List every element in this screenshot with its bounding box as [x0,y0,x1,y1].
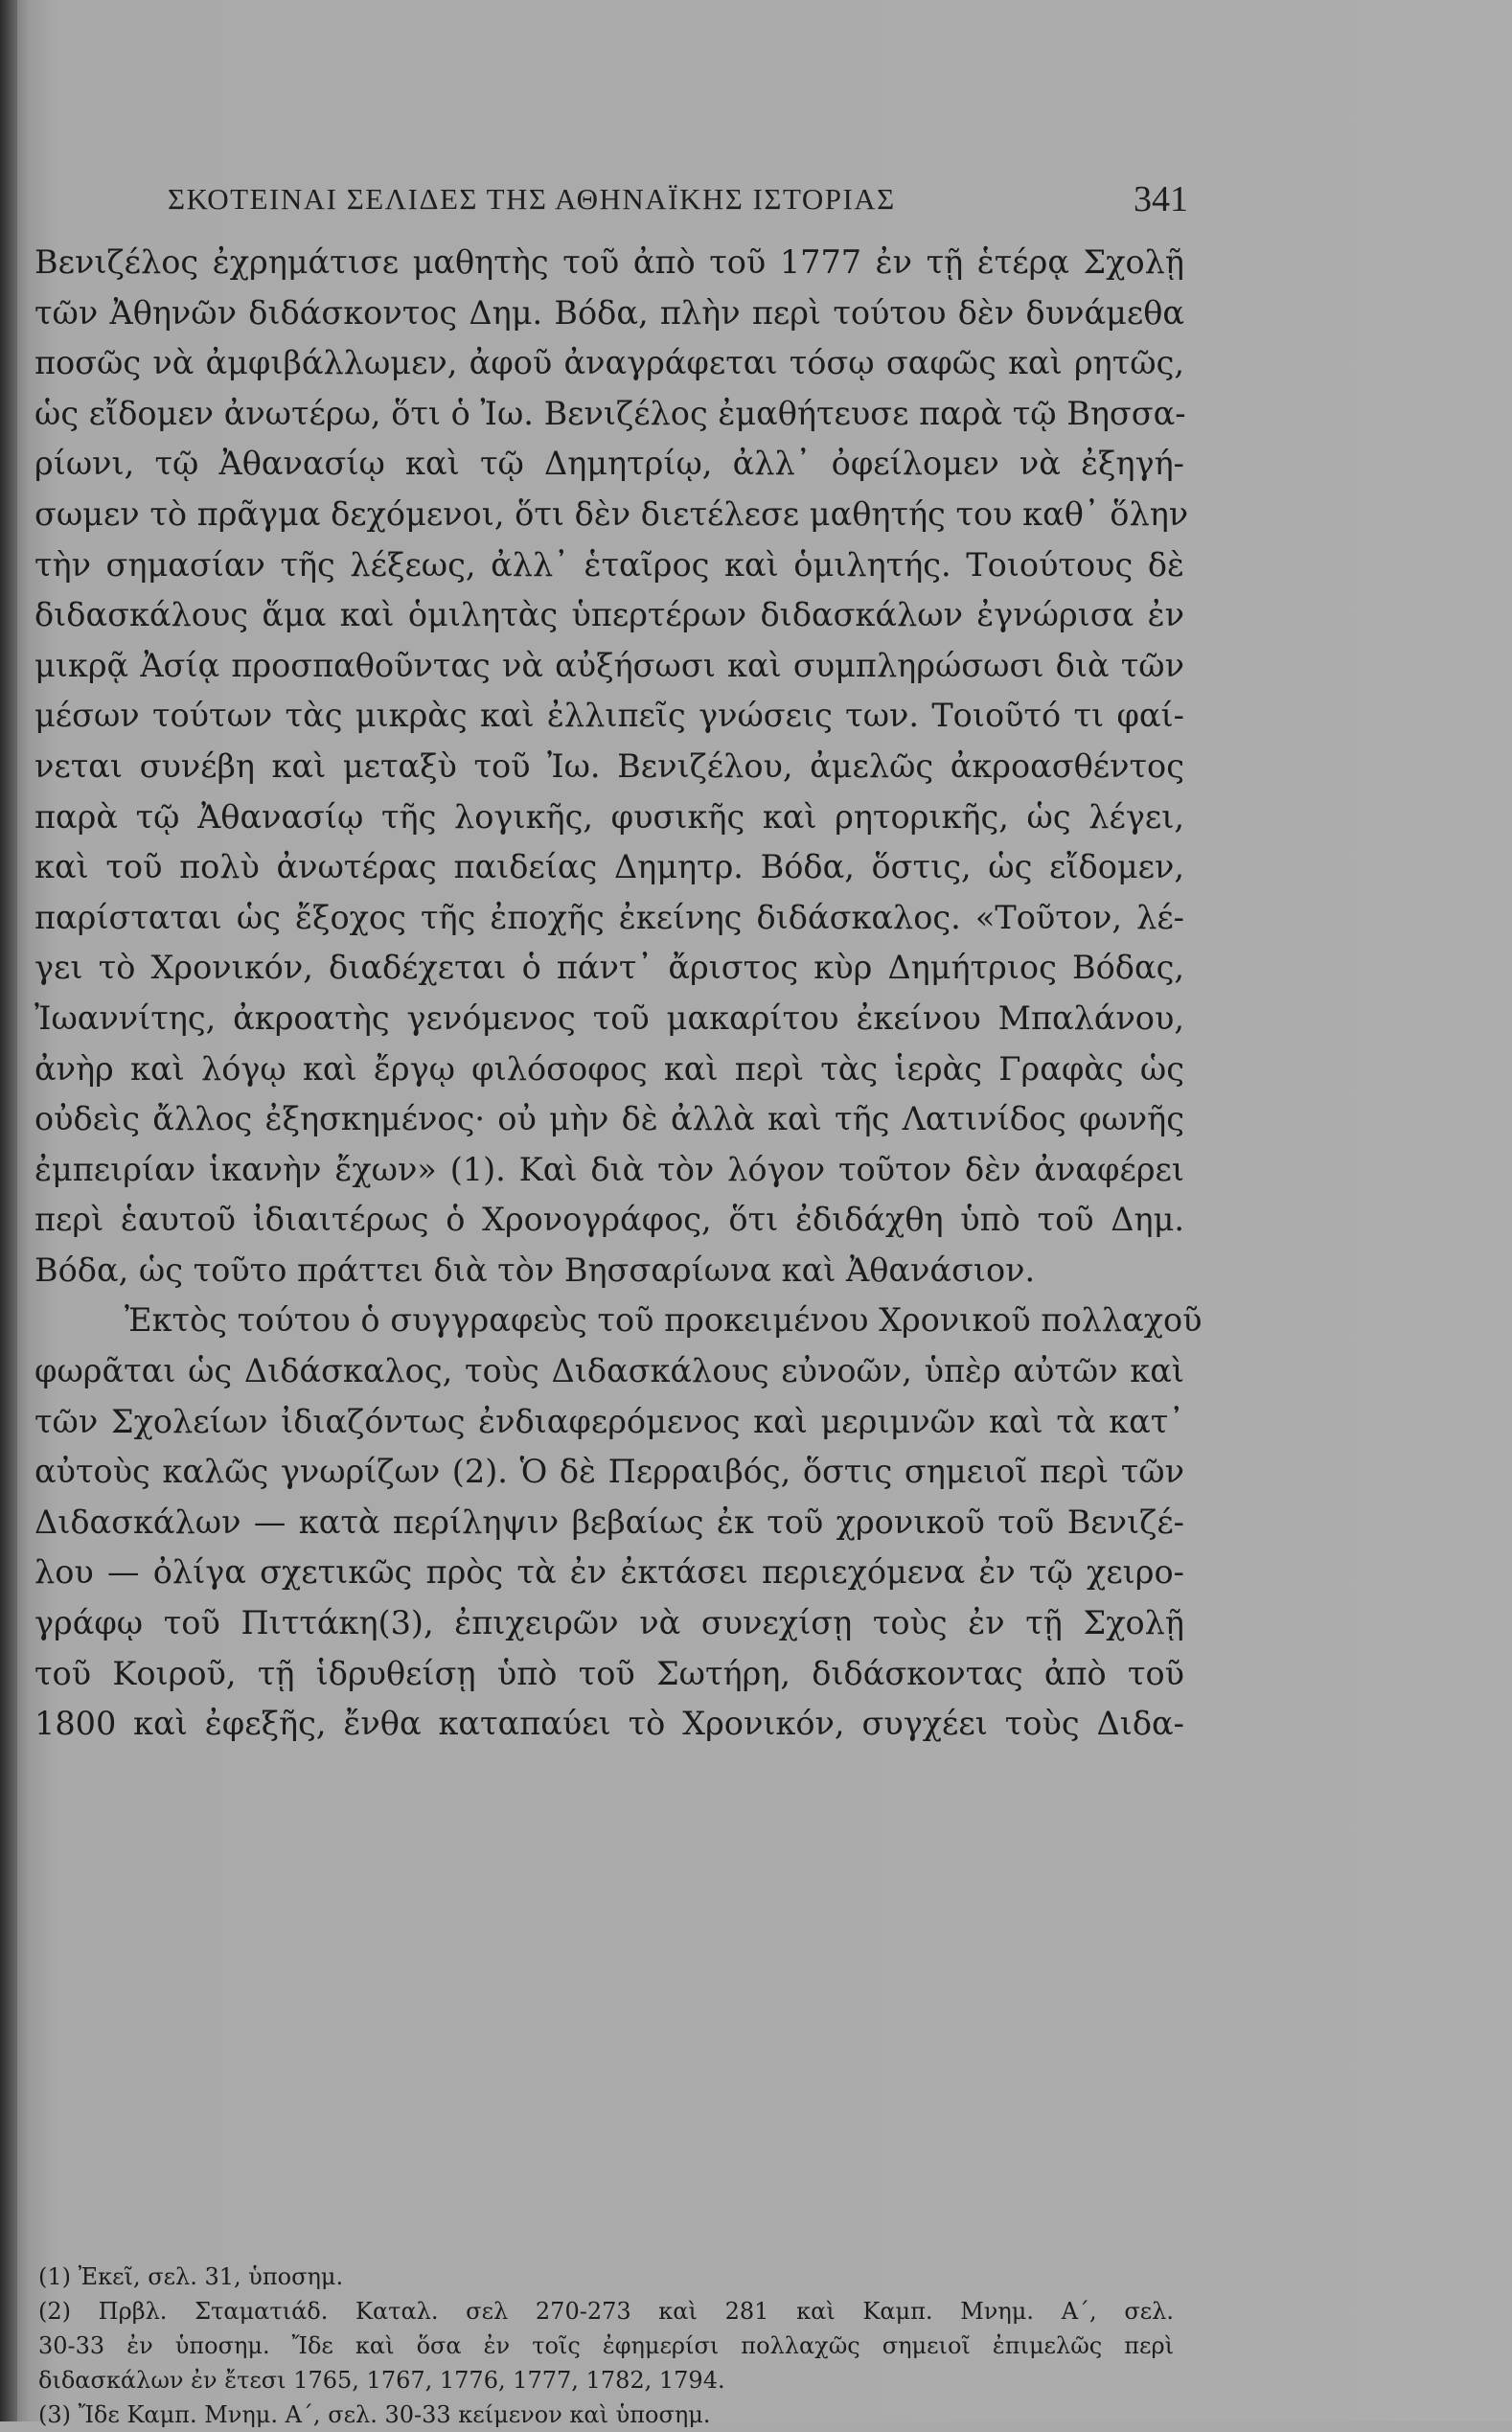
text-line: Διδασκάλων — κατὰ περίληψιν βεβαίως ἐκ τοῦ χρονικοῦ τοῦ Βενιζέ- [34,1503,1184,1541]
running-header [168,179,1188,224]
text-line: ρίωνι, τῷ Ἀθανασίῳ καὶ τῷ Δημητρίῳ, ἀλλ᾽ ὀφείλομεν νὰ ἐξηγή- [34,445,1184,483]
running-title: ΣΚΟΤΕΙΝΑΙ ΣΕΛΙΔΕΣ ΤΗΣ ΑΘΗΝΑΪΚΗΣ ΙΣΤΟΡΙΑΣ [168,182,896,216]
text-line: διδασκάλους ἅμα καὶ ὁμιλητὰς ὑπερτέρων διδασκάλων ἐγνώρισα ἐν [34,596,1184,634]
footnote-2-continued: 30-33 ἐν ὑποσημ. Ἴδε καὶ ὅσα ἐν τοῖς ἐφημερίσι πολλαχῶς σημειοῖ ἐπιμελῶς περὶ [38,2332,1174,2359]
text-line: σωμεν τὸ πρᾶγμα δεχόμενοι, ὅτι δὲν διετέλεσε μαθητής του καθ᾽ ὅλην [34,494,1189,533]
footnote-2-continued: διδασκάλων ἐν ἔτεσι 1765, 1767, 1776, 1777, 1782, 1794. [38,2367,725,2394]
text-line: 1800 καὶ ἐφεξῆς, ἔνθα καταπαύει τὸ Χρονικόν, συγχέει τοὺς Διδα- [34,1705,1184,1743]
text-line: ὡς εἴδομεν ἀνωτέρω, ὅτι ὁ Ἰω. Βενιζέλος ἐμαθήτευσε παρὰ τῷ Βησσα- [34,394,1186,432]
text-line: Ἰωαννίτης, ἀκροατὴς γενόμενος τοῦ μακαρίτου ἐκείνου Μπαλάνου, [34,998,1184,1037]
text-line: Ἐκτὸς τούτου ὁ συγγραφεὺς τοῦ προκειμένου Χρονικοῦ πολλαχοῦ [125,1301,1203,1340]
text-line: τῶν Σχολείων ἰδιαζόντως ἐνδιαφερόμενος καὶ μεριμνῶν καὶ τὰ κατ᾽ [34,1402,1184,1440]
footnote-2: (2) Πρβλ. Σταματιάδ. Καταλ. σελ 270-273 καὶ 281 καὶ Καμπ. Μνημ. Α΄, σελ. [38,2298,1174,2325]
footnote-3: (3) Ἴδε Καμπ. Μνημ. Α΄, σελ. 30-33 κείμενον καὶ ὑποσημ. [38,2401,711,2428]
text-line: γει τὸ Χρονικόν, διαδέχεται ὁ πάντ᾽ ἄριστος κὺρ Δημήτριος Βόδας, [34,949,1184,987]
book-spine-shadow [0,0,17,2421]
text-line: αὐτοὺς καλῶς γνωρίζων (2). Ὁ δὲ Περραιβός, ὅστις σημειοῖ περὶ τῶν [34,1453,1184,1491]
text-line: τὴν σημασίαν τῆς λέξεως, ἀλλ᾽ ἑταῖρος καὶ ὁμιλητής. Τοιούτους δὲ [34,545,1184,584]
text-line: ἐμπειρίαν ἱκανὴν ἔχων» (1). Καὶ διὰ τὸν λόγον τοῦτον δὲν ἀναφέρει [34,1150,1184,1188]
text-line: παρίσταται ὡς ἔξοχος τῆς ἐποχῆς ἐκείνης διδάσκαλος. «Τοῦτον, λέ- [34,898,1184,936]
text-line: τῶν Ἀθηνῶν διδάσκοντος Δημ. Βόδα, πλὴν περὶ τούτου δὲν δυνάμεθα [34,293,1184,332]
text-line: Βόδα, ὡς τοῦτο πράττει διὰ τὸν Βησσαρίωνα καὶ Ἀθανάσιον. [34,1250,1036,1289]
text-line: ποσῶς νὰ ἀμφιβάλλωμεν, ἀφοῦ ἀναγράφεται τόσῳ σαφῶς καὶ ρητῶς, [34,344,1184,382]
text-line: Βενιζέλος ἐχρημάτισε μαθητὴς τοῦ ἀπὸ τοῦ 1777 ἐν τῇ ἑτέρᾳ Σχολῇ [34,243,1184,281]
text-line: νεται συνέβη καὶ μεταξὺ τοῦ Ἰω. Βενιζέλου, ἀμελῶς ἀκροασθέντος [34,746,1184,785]
main-text [34,238,1203,1750]
text-line: λου — ὀλίγα σχετικῶς πρὸς τὰ ἐν ἐκτάσει περιεχόμενα ἐν τῷ χειρο- [34,1553,1184,1592]
text-line: οὐδεὶς ἄλλος ἐξησκημένος· οὐ μὴν δὲ ἀλλὰ καὶ τῆς Λατινίδος φωνῆς [34,1100,1184,1138]
text-line: καὶ τοῦ πολὺ ἀνωτέρας παιδείας Δημητρ. Βόδα, ὅστις, ὡς εἴδομεν, [34,848,1184,886]
footnote-1: (1) Ἐκεῖ, σελ. 31, ὑποσημ. [38,2263,344,2290]
text-line: μικρᾷ Ἀσίᾳ προσπαθοῦντας νὰ αὐξήσωσι καὶ συμπληρώσωσι διὰ τῶν [34,646,1184,684]
text-line: γράφῳ τοῦ Πιττάκη(3), ἐπιχειρῶν νὰ συνεχίσῃ τοὺς ἐν τῇ Σχολῇ [34,1604,1184,1642]
text-line: περὶ ἑαυτοῦ ἰδιαιτέρως ὁ Χρονογράφος, ὅτι ἐδιδάχθη ὑπὸ τοῦ Δημ. [34,1201,1184,1239]
text-line: παρὰ τῷ Ἀθανασίῳ τῆς λογικῆς, φυσικῆς καὶ ρητορικῆς, ὡς λέγει, [34,797,1184,836]
text-line: ἀνὴρ καὶ λόγῳ καὶ ἔργῳ φιλόσοφος καὶ περὶ τὰς ἱερὰς Γραφὰς ὡς [34,1049,1184,1088]
text-line: φωρᾶται ὡς Διδάσκαλος, τοὺς Διδασκάλους εὐνοῶν, ὑπὲρ αὐτῶν καὶ [34,1352,1184,1390]
text-line: μέσων τούτων τὰς μικρὰς καὶ ἐλλιπεῖς γνώσεις των. Τοιοῦτό τι φαί- [34,697,1184,735]
footnotes [38,2260,1174,2432]
text-line: τοῦ Κοιρoῦ, τῇ ἱδρυθείσῃ ὑπὸ τοῦ Σωτήρη, διδάσκοντας ἀπὸ τοῦ [34,1654,1184,1692]
page-number: 341 [1134,179,1188,219]
